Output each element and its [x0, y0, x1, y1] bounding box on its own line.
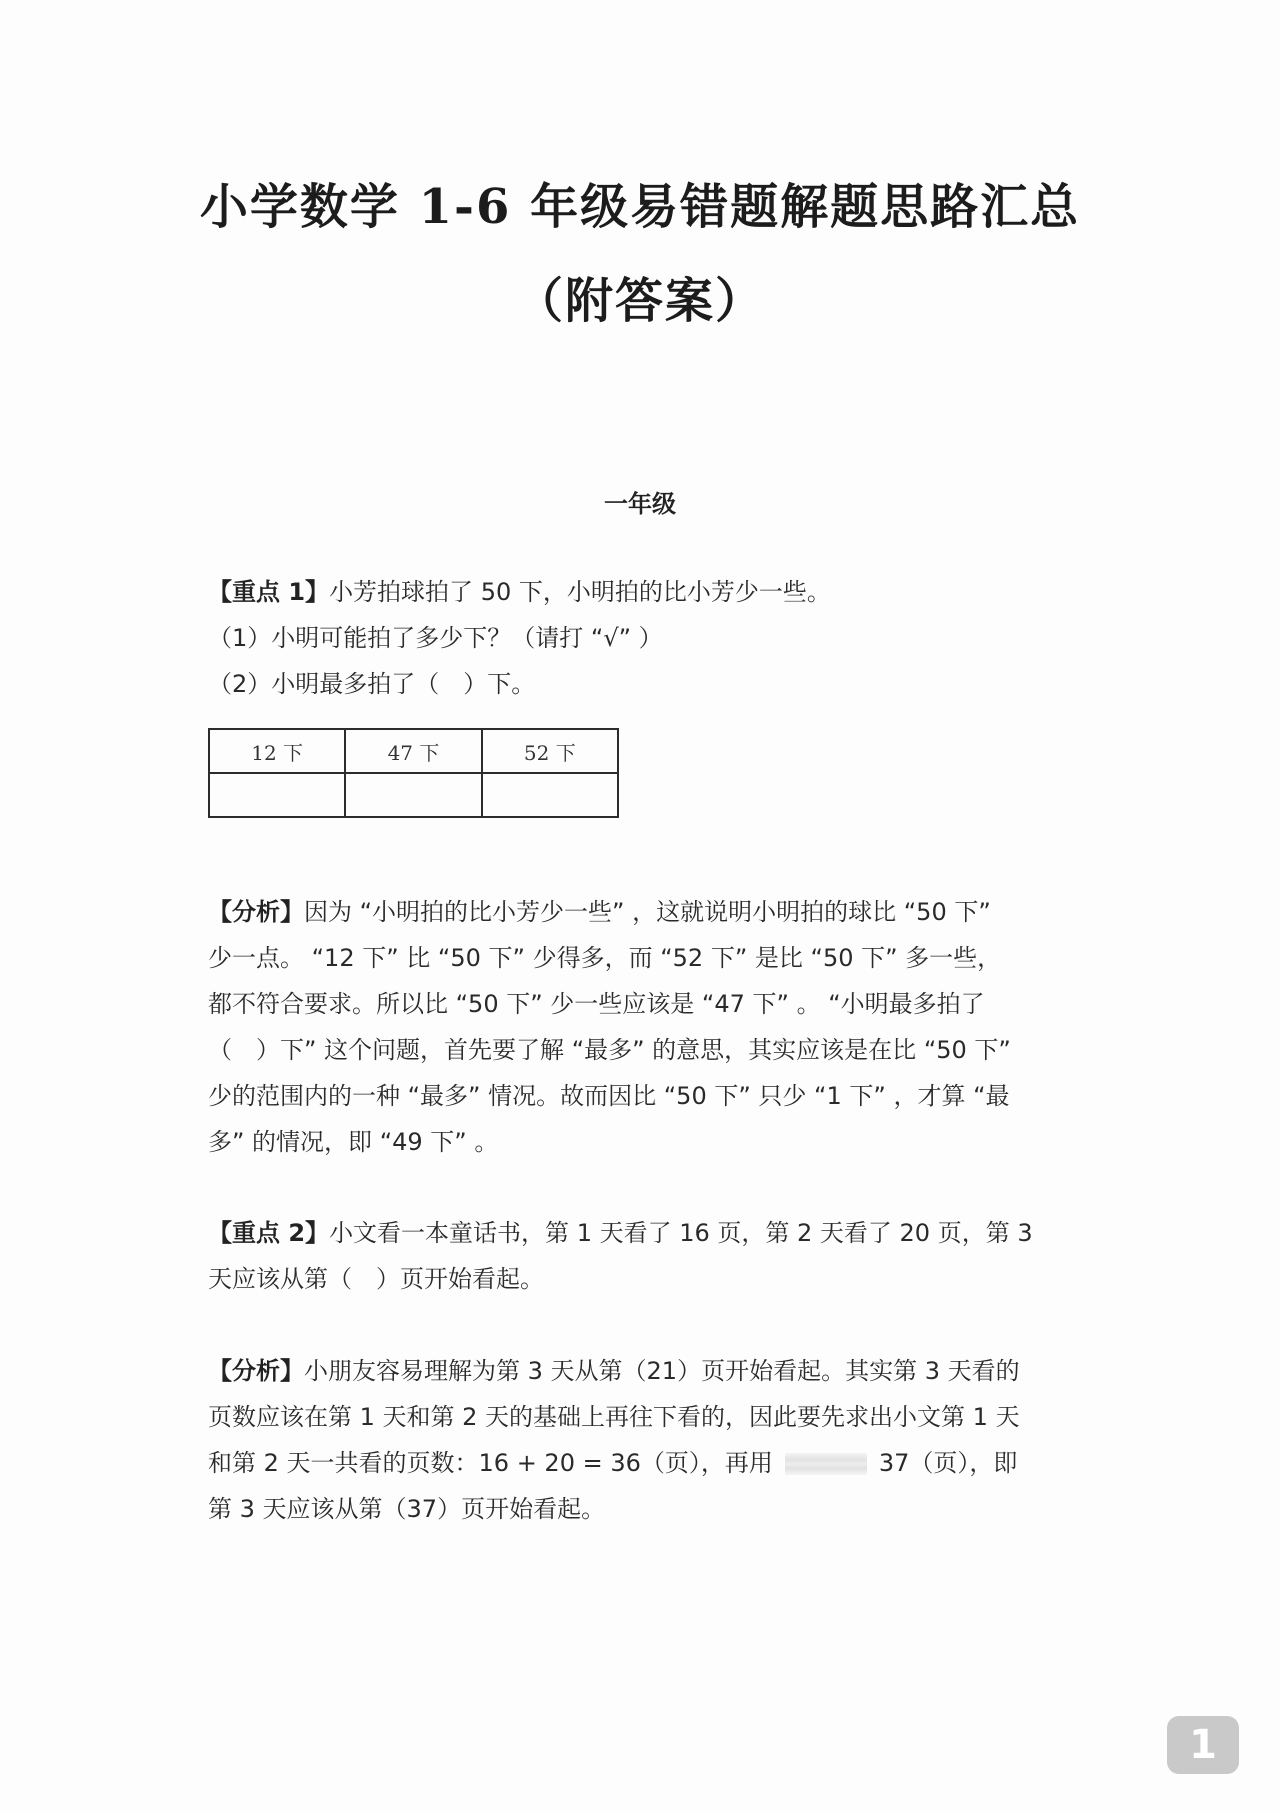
table-header-row	[209, 729, 618, 773]
problem-2-text: 小文看一本童话书，第 1 天看了 16 页，第 2 天看了 20 页，第 3	[329, 1219, 1033, 1247]
analysis-1-line: 都不符合要求。所以比 “50 下” 少一些应该是 “47 下” 。 “小明最多拍了	[208, 990, 985, 1018]
analysis-2-text: 和第 2 天一共看的页数：16 + 20 = 36（页），再用	[208, 1449, 773, 1477]
problem-1-text: 小芳拍球拍了 50 下，小明拍的比小芳少一些。	[329, 578, 831, 606]
analysis-1-line: 少一点。 “12 下” 比 “50 下” 少得多，而 “52 下” 是比 “50 下” 多一些，	[208, 944, 1002, 972]
analysis-2	[208, 1348, 1083, 1532]
problem-2-tag: 【重点 2】	[208, 1219, 330, 1247]
analysis-1-text: 因为 “小明拍的比小芳少一些” ，这就说明小明拍的球比 “50 下”	[304, 898, 991, 926]
blurred-region	[785, 1453, 867, 1475]
analysis-2-line	[208, 1440, 1083, 1486]
analysis-1-line	[208, 889, 1083, 935]
analysis-2-line	[208, 1348, 1083, 1394]
table-header-cell: 47 下	[345, 729, 481, 773]
answer-table	[208, 728, 619, 818]
problem-2	[208, 1210, 1083, 1302]
analysis-2-line: 页数应该在第 1 天和第 2 天的基础上再往下看的，因此要先求出小文第 1 天	[208, 1403, 1020, 1431]
table-header-cell: 52 下	[482, 729, 618, 773]
document-title: 小学数学 1-6 年级易错题解题思路汇总	[199, 179, 1081, 235]
analysis-1-line: （ ）下” 这个问题，首先要了解 “最多” 的意思，其实应该是在比 “50 下”	[208, 1036, 1011, 1064]
table-answer-row	[209, 773, 618, 817]
document-subtitle: （附答案）	[514, 273, 765, 329]
grade-heading: 一年级	[604, 490, 676, 518]
analysis-1-line: 少的范围内的一种 “最多” 情况。故而因比 “50 下” 只少 “1 下” ，才算 “最	[208, 1082, 1010, 1110]
analysis-2-text: 小朋友容易理解为第 3 天从第（21）页开始看起。其实第 3 天看的	[304, 1357, 1020, 1385]
table-answer-cell	[209, 773, 345, 817]
analysis-2-line: 第 3 天应该从第（37）页开始看起。	[208, 1495, 606, 1523]
problem-1-statement	[208, 569, 1083, 615]
page-number-badge: 1	[1167, 1716, 1239, 1774]
analysis-2-text: 37（页），即	[878, 1449, 1018, 1477]
problem-2-line: 天应该从第（ ）页开始看起。	[208, 1265, 544, 1293]
problem-1-question-2: （2）小明最多拍了（ ）下。	[208, 670, 536, 698]
problem-2-line	[208, 1210, 1083, 1256]
table-answer-cell	[482, 773, 618, 817]
problem-1-tag: 【重点 1】	[208, 578, 330, 606]
problem-1	[208, 569, 1083, 707]
table-header-cell: 12 下	[209, 729, 345, 773]
table-answer-cell	[345, 773, 481, 817]
problem-1-question-1: （1）小明可能拍了多少下？（请打 “√” ）	[208, 624, 663, 652]
analysis-1	[208, 889, 1083, 1165]
analysis-1-line: 多” 的情况，即 “49 下” 。	[208, 1128, 499, 1156]
analysis-1-tag: 【分析】	[208, 898, 304, 926]
analysis-2-tag: 【分析】	[208, 1357, 304, 1385]
